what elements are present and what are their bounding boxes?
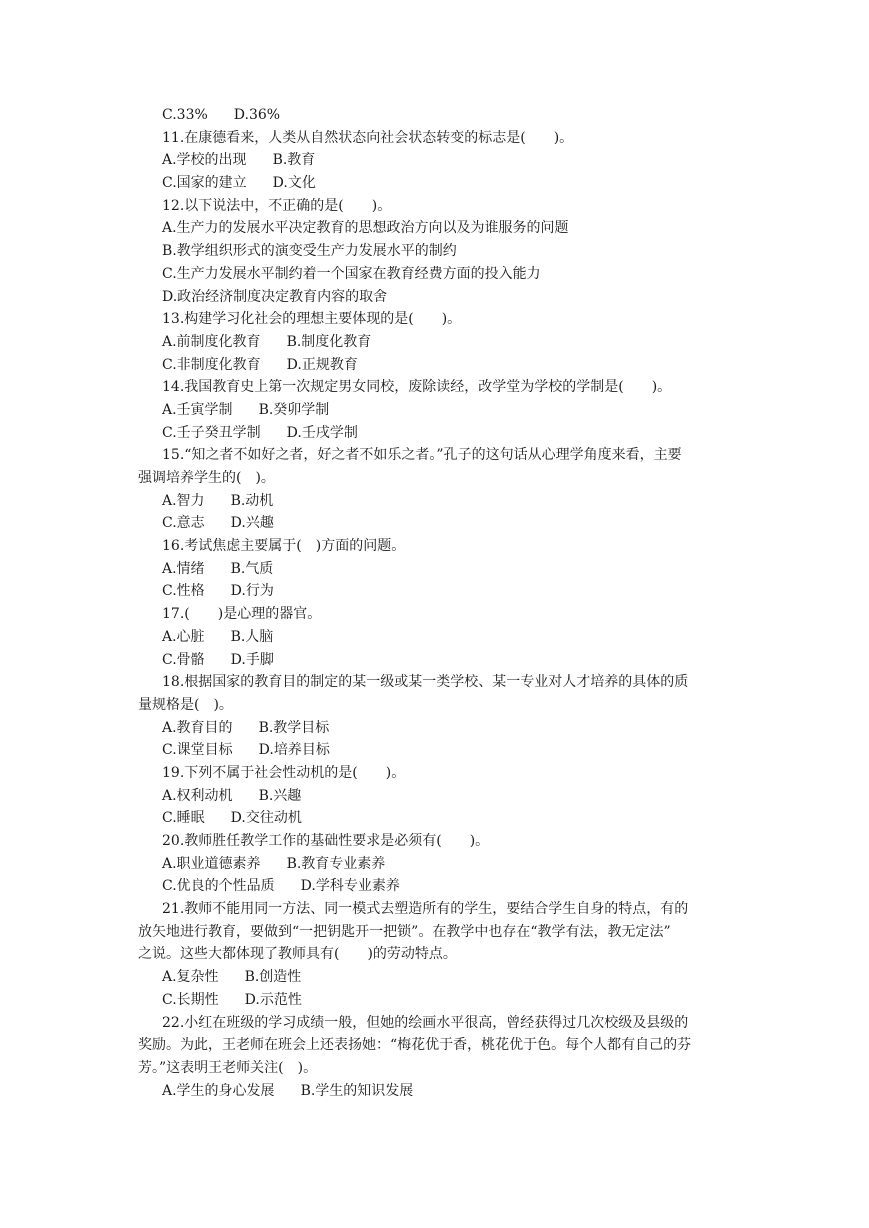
q14-stem: 14.我国教育史上第一次规定男女同校，废除读经，改学堂为学校的学制是( )。 (162, 379, 672, 396)
q15-options-ab (162, 490, 718, 513)
q20-option-d: D.学科专业素养 (300, 878, 400, 895)
q17-stem: 17.( )是心理的器官。 (162, 606, 322, 623)
q11-options-cd (162, 172, 718, 195)
q13-option-d: D.正规教育 (286, 356, 358, 373)
q20-option-c: C.优良的个性品质 (162, 878, 275, 895)
q21-option-d: D.示范性 (244, 991, 302, 1008)
q12-option-a: A.生产力的发展水平决定教育的思想政治方向以及为谁服务的问题 (162, 220, 569, 237)
q19-option-b: B.兴趣 (258, 787, 302, 804)
q15-stem-line-1: 15.“知之者不如好之者，好之者不如乐之者。”孔子的这句话从心理学角度来看，主要 (162, 447, 682, 464)
q17-option-d: D.手脚 (230, 651, 274, 668)
q18-options-cd (162, 739, 718, 762)
q10-option-d: D.36% (233, 107, 281, 123)
q21-stem-line-1: 21.教师不能用同一方法、同一模式去塑造所有的学生，要结合学生自身的特点，有的 (162, 901, 689, 918)
q15-option-b: B.动机 (230, 492, 274, 509)
q14-option-a: A.壬寅学制 (162, 401, 233, 418)
q11-stem: 11.在康德看来，人类从自然状态向社会状态转变的标志是( )。 (162, 129, 574, 146)
q16-options-cd (162, 580, 718, 603)
q14-option-b: B.癸卯学制 (258, 401, 330, 418)
q11-option-c: C.国家的建立 (162, 175, 247, 192)
q14-option-c: C.壬子癸丑学制 (162, 424, 261, 441)
q21-option-b: B.创造性 (244, 969, 302, 986)
q13-option-a: A.前制度化教育 (162, 333, 261, 350)
question-list (138, 104, 718, 1102)
q11-option-d: D.文化 (272, 175, 316, 192)
q12-option-d: D.政治经济制度决定教育内容的取舍 (162, 288, 388, 305)
q22-stem-line-2: 奖励。为此，王老师在班会上还表扬她：“梅花优于香，桃花优于色。每个人都有自己的芬 (138, 1037, 692, 1054)
q12-option-c: C.生产力发展水平制约着一个国家在教育经费方面的投入能力 (162, 265, 541, 282)
q13-option-b: B.制度化教育 (286, 333, 372, 350)
q19-option-d: D.交往动机 (230, 810, 302, 827)
q11-option-a: A.学校的出现 (162, 152, 247, 169)
q14-option-d: D.壬戌学制 (286, 424, 358, 441)
q20-option-b: B.教育专业素养 (286, 855, 386, 872)
q21-options-cd (162, 989, 718, 1012)
q20-stem: 20.教师胜任教学工作的基础性要求是必须有( )。 (162, 833, 490, 849)
q22-option-a: A.学生的身心发展 (162, 1082, 275, 1099)
q16-option-c: C.性格 (162, 583, 205, 600)
q21-stem-line-3: 之说。这些大都体现了教师具有( )的劳动特点。 (138, 946, 457, 963)
q14-options-ab (162, 399, 718, 422)
q17-option-a: A.心脏 (162, 628, 205, 645)
q11-options-ab (162, 149, 718, 172)
q12-option-b: B.教学组织形式的演变受生产力发展水平的制约 (162, 243, 457, 260)
q17-options-ab (162, 626, 718, 649)
q19-options-cd (162, 807, 718, 830)
q18-option-d: D.培养目标 (258, 742, 330, 759)
q17-options-cd (162, 649, 718, 672)
q18-option-a: A.教育目的 (162, 719, 233, 736)
q14-options-cd (162, 422, 718, 445)
q10-options-cd (162, 104, 718, 127)
q11-option-b: B.教育 (272, 152, 316, 169)
q18-stem-line-2: 量规格是( )。 (138, 696, 233, 713)
q18-options-ab (162, 717, 718, 740)
q21-stem-line-2: 放矢地进行教育，要做到“一把钥匙开一把锁”。在教学中也存在“教学有法，教无定法” (138, 923, 671, 940)
q18-option-b: B.教学目标 (258, 719, 330, 736)
q13-options-ab (162, 331, 718, 354)
q20-option-a: A.职业道德素养 (162, 855, 261, 872)
q21-option-a: A.复杂性 (162, 969, 219, 986)
q22-stem-line-3: 芳。”这表明王老师关注( )。 (138, 1059, 318, 1076)
q21-options-ab (162, 966, 718, 989)
q15-option-d: D.兴趣 (230, 515, 274, 532)
q22-options-ab (162, 1080, 718, 1103)
q20-options-cd (162, 875, 718, 898)
q18-option-c: C.课堂目标 (162, 742, 233, 759)
q17-option-c: C.骨骼 (162, 651, 205, 668)
q15-option-a: A.智力 (162, 492, 205, 509)
q19-option-a: A.权利动机 (162, 787, 233, 804)
q12-stem: 12.以下说法中，不正确的是( )。 (162, 197, 392, 214)
q13-option-c: C.非制度化教育 (162, 356, 261, 373)
q16-option-a: A.情绪 (162, 560, 205, 577)
q13-stem: 13.构建学习化社会的理想主要体现的是( )。 (162, 311, 462, 328)
q16-option-b: B.气质 (230, 560, 274, 577)
q15-option-c: C.意志 (162, 515, 205, 532)
q20-options-ab (162, 853, 718, 876)
q16-options-ab (162, 558, 718, 581)
q17-option-b: B.人脑 (230, 628, 274, 645)
q19-options-ab (162, 785, 718, 808)
q19-option-c: C.睡眠 (162, 810, 205, 827)
q22-stem-line-1: 22.小红在班级的学习成绩一般，但她的绘画水平很高，曾经获得过几次校级及县级的 (162, 1014, 689, 1031)
q16-stem: 16.考试焦虑主要属于( )方面的问题。 (162, 538, 406, 555)
q16-option-d: D.行为 (230, 583, 274, 600)
q10-option-c: C.33% (162, 107, 208, 123)
q15-stem-line-2: 强调培养学生的( )。 (138, 470, 275, 486)
q15-options-cd (162, 512, 718, 535)
q13-options-cd (162, 354, 718, 377)
q22-option-b: B.学生的知识发展 (300, 1082, 414, 1099)
q18-stem-line-1: 18.根据国家的教育目的制定的某一级或某一类学校、某一专业对人才培养的具体的质 (162, 674, 689, 691)
q19-stem: 19.下列不属于社会性动机的是( )。 (162, 764, 406, 781)
q21-option-c: C.长期性 (162, 991, 219, 1008)
